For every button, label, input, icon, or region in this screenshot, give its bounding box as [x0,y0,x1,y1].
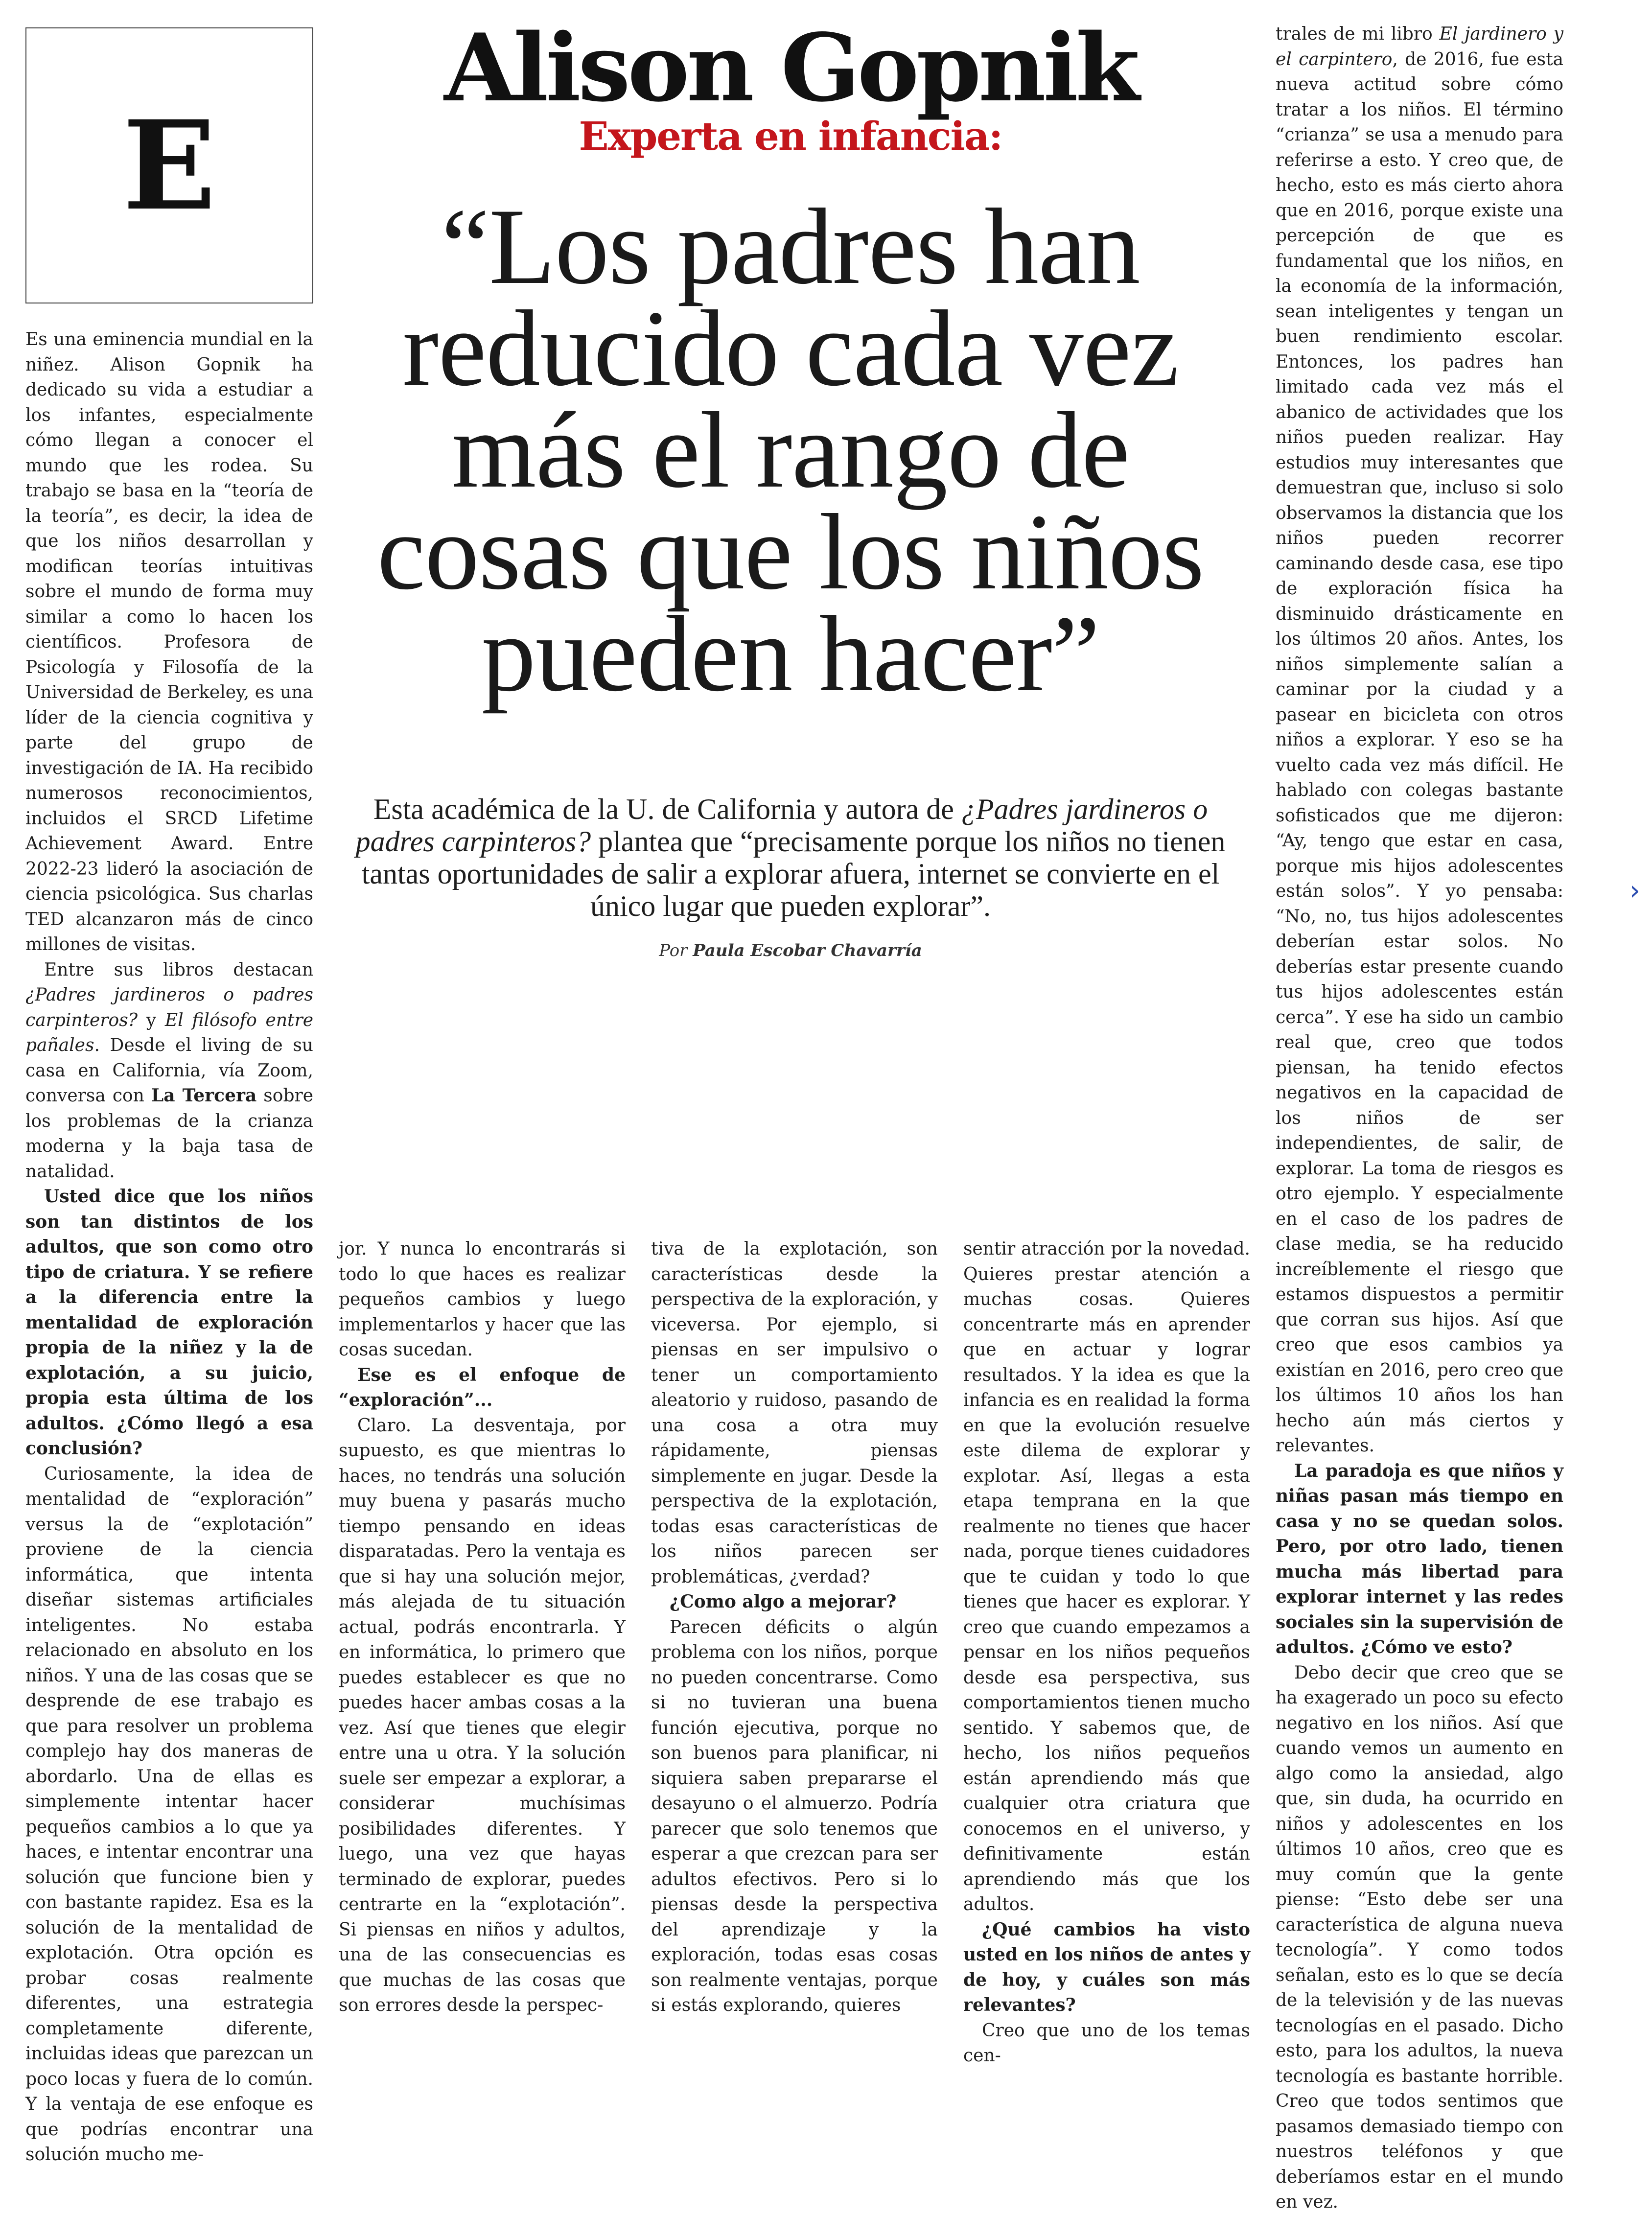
article-byline [352,941,1229,960]
answer-3: Parecen déficits o algún problema con los niños, porque no pueden concentrarse. Como si no tuvieran una buena función ejecutiva, porque no son buenos para planificar, ni siquiera saben prepararse el desayuno o el almuerzo. Podría parecer que solo tenemos que esperar a que crezcan para ser adultos efectivos. Pero si lo piensas desde la perspectiva del aprendizaje y la exploración, todas esas cosas son realmente ventajas, porque si estás explorando, quieres [651,1617,938,2015]
answer-1-continued: jor. Y nunca lo encontrarás si todo lo que haces es realizar pequeños cambios y luego implementarlos y hacer que las cosas sucedan. [339,1239,626,1360]
article-headline: “Los padres han reducido cada vez más el rango de cosas que los niños pueden hacer” [377,187,1204,714]
column-1 [25,327,313,2168]
chevron-right-icon[interactable]: › [1629,875,1641,907]
book-title: El filósofo entre pañales [25,1010,313,1055]
question-1: Usted dice que los niños son tan distintos de los adultos, que son como otro tipo de criatura. Y se refiere a la diferencia entre la mentalidad de exploración propia de la niñez y la de explotación, a su juicio, propia esta última de los adultos. ¿Cómo llegó a esa conclusión? [25,1186,313,1459]
text-span: y [138,1010,165,1030]
standfirst-book-title: ¿Padres jardineros o padres carpinteros? [355,793,1208,858]
text-span: . Desde el living de su casa en California, vía Zoom, conversa con [25,1035,313,1106]
column-3 [651,1236,938,2018]
answer-2-continued: tiva de la explotación, son características desde la perspectiva de la exploración, y viceversa. Por ejemplo, si piensas en ser impulsivo o tener un comportamiento aleatorio y ruidoso, pasando de una cosa a otra muy rápidamente, piensas simplemente en jugar. Desde la perspectiva de la explotación, todas esas características de los niños parecen ser problemáticas, ¿verdad? [651,1239,938,1587]
text-span: sobre los problemas de la crianza moderna y la baja tasa de natalidad. [25,1086,314,1182]
question-3: ¿Como algo a mejorar? [670,1591,897,1612]
standfirst-text-pre: Esta académica de la U. de California y autora de [373,793,961,825]
column-2 [339,1236,626,2018]
intro-paragraph: Es una eminencia mundial en la niñez. Alison Gopnik ha dedicado su vida a estudiar a los infantes, especialmente cómo llegan a conocer el mundo que les rodea. Su trabajo se basa en la “teoría de la teoría”, es decir, la idea de que los niños desarrollan y modifican teorías intuitivas sobre el mundo de forma muy similar a como lo hacen los científicos. Profesora de Psicología y Filosofía de la Universidad de Berkeley, es una líder de la ciencia cognitiva y parte del grupo de investigación de IA. Ha recibido numerosos reconocimientos, incluidos el SRCD Lifetime Achievement Award. Entre 2022-23 lideró la asociación de ciencia psicológica. Sus charlas TED alcanzaron más de cinco millones de visitas. [25,329,313,955]
standfirst-text-post: plantea que “precisamente porque los niños no tienen tantas oportunidades de salir a explorar afuera, internet se convierte en el único lugar que pueden explorar”. [361,825,1226,922]
text-span: Entre sus libros destacan [44,959,313,980]
byline-author: Paula Escobar Chavarría [693,941,922,960]
text-span: trales de mi libro [1276,24,1440,44]
book-title: ¿Padres jardineros o padres carpinteros? [25,985,313,1030]
answer-3-continued: sentir atracción por la novedad. Quieres prestar atención a muchas cosas. Quieres concentrarte más en aprender que en actuar y lograr resultados. Y la idea es que la infancia es en realidad la forma en que la evolución resuelve este dilema de explorar y explotar. Así, llegas a esta etapa temprana en la que realmente no tienes que hacer nada, porque tienes cuidadores que te cuidan y todo lo que tienes que hacer es explorar. Y creo que cuando empezamos a pensar en los niños pequeños desde esa perspectiva, sus comportamientos tienen mucho sentido. Y sabemos que, de hecho, los niños pequeños están aprendiendo más que cualquier otra criatura que conocemos en el universo, y definitivamente están aprendiendo más que los adultos. [963,1239,1250,1914]
brand-logo-letter: E [122,93,216,237]
column-4 [963,1236,1250,2069]
answer-1: Curiosamente, la idea de mentalidad de “exploración” versus la de “explotación” proviene de la ciencia informática, que intenta diseñar sistemas artificiales inteligentes. No estaba relacionado en absoluto en los niños. Y una de las cosas que se desprende de ese trabajo es que para resolver un problema complejo hay dos maneras de abordarlo. Una de ellas es simplemente intentar hacer pequeños cambios a lo que ya haces, e intentar encontrar una solución que funcione bien y con bastante rapidez. Esa es la solución de la mentalidad de explotación. Otra opción es probar cosas realmente diferentes, una estrategia completamente diferente, incluidas ideas que parezcan un poco locas y fuera de lo común. Y la ventaja de ese enfoque es que podrías encontrar una solución mucho me- [25,1464,313,2165]
newspaper-name: La Tercera [151,1085,257,1106]
text-span: , de 2016, fue esta nueva actitud sobre cómo tratar a los niños. El término “crianza” se usa a menudo para referirse a esto. Y creo que, de hecho, esto es más cierto ahora que en 2016, porque existe una percepción de que es fundamental que los niños, en la economía de la información, sean inteligentes y tengan un buen rendimiento escolar. Entonces, los padres han limitado cada vez más el abanico de actividades que los niños pueden realizar. Hay estudios muy interesantes que demuestran que, incluso si solo observamos la distancia que los niños pueden recorrer caminando desde casa, ese tipo de exploración física ha disminuido drásticamente en los últimos 20 años. Antes, los niños simplemente salían a caminar por la ciudad y a pasear en bicicleta con otros niños a explorar. Y eso se ha vuelto cada vez más difícil. He hablado con colegas bastante sofisticados que me dijeron: “Ay, tengo que estar en casa, porque mis hijos adolescentes están solos”. Y yo pensaba: “No, no, tus hijos adolescentes deberían estar solos. No deberías estar presente cuando tus hijos adolescentes están cerca”. Y ese ha sido un cambio real que, creo que todos piensan, ha tenido efectos negativos en la capacidad de los niños de ser independientes, de salir, de explorar. La toma de riesgos es otro ejemplo. Y especialmente en el caso de los padres de clase media, se ha reducido increíblemente el riesgo que estamos dispuestos a permitir que corran sus hijos. Así que creo que esos cambios ya existían en 2016, pero creo que los últimos 10 años los han hecho aún más ciertos y relevantes. [1276,49,1564,1456]
article-kicker: Experta en infancia: [579,113,1002,159]
brand-logo-box [25,27,313,303]
question-2: Ese es el enfoque de “exploración”... [339,1364,626,1410]
column-5 [1276,22,1563,2215]
question-5: La paradoja es que niños y niñas pasan más tiempo en casa y no se quedan solos. Pero, por otro lado, tienen mucha más libertad para explorar internet y las redes sociales sin la supervisión de adultos. ¿Cómo ve esto? [1276,1460,1563,1657]
article-standfirst [352,793,1229,922]
question-4: ¿Qué cambios ha visto usted en los niños de antes y de hoy, y cuáles son más relevantes? [963,1919,1250,2015]
answer-4-start: Creo que uno de los temas cen- [963,2020,1250,2066]
byline-prefix: Por [659,941,693,960]
book-title: El jardinero y el carpintero [1276,24,1563,70]
intro-books-paragraph [25,957,313,1185]
article-name-title: Alison Gopnik [444,13,1137,122]
answer-5: Debo decir que creo que se ha exagerado un poco su efecto negativo en los niños. Así que cuando vemos un aumento en algo como la ansiedad, algo que, sin duda, ha ocurrido en niños y adolescentes en los últimos 10 años, creo que es muy común que la gente piense: “Esto debe ser una característica de alguna nueva tecnología”. Y como todos señalan, esto es lo que se decía de la televisión y de las nuevas tecnologías en el pasado. Dicho esto, para los adultos, la nueva tecnología es bastante horrible. Creo que todos sentimos que pasamos demasiado tiempo con nuestros teléfonos y que deberíamos estar en el mundo en vez. [1276,1662,1563,2212]
answer-4-continued [1276,22,1563,1459]
answer-2: Claro. La desventaja, por supuesto, es que mientras lo haces, no tendrás una solución muy buena y pasarás mucho tiempo pensando en ideas disparatadas. Pero la ventaja es que si hay una solución mejor, más alejada de tu situación actual, podrás encontrarla. Y en informática, lo primero que puedes establecer es que no puedes hacer ambas cosas a la vez. Así que tienes que elegir entre una u otra. Y la solución suele ser empezar a explorar, a considerar muchísimas posibilidades diferentes. Y luego, una vez que hayas terminado de explorar, puedes centrarte en la “explotación”. Si piensas en niños y adultos, una de las consecuencias es que muchas de las cosas que son errores desde la perspec- [339,1415,626,2015]
